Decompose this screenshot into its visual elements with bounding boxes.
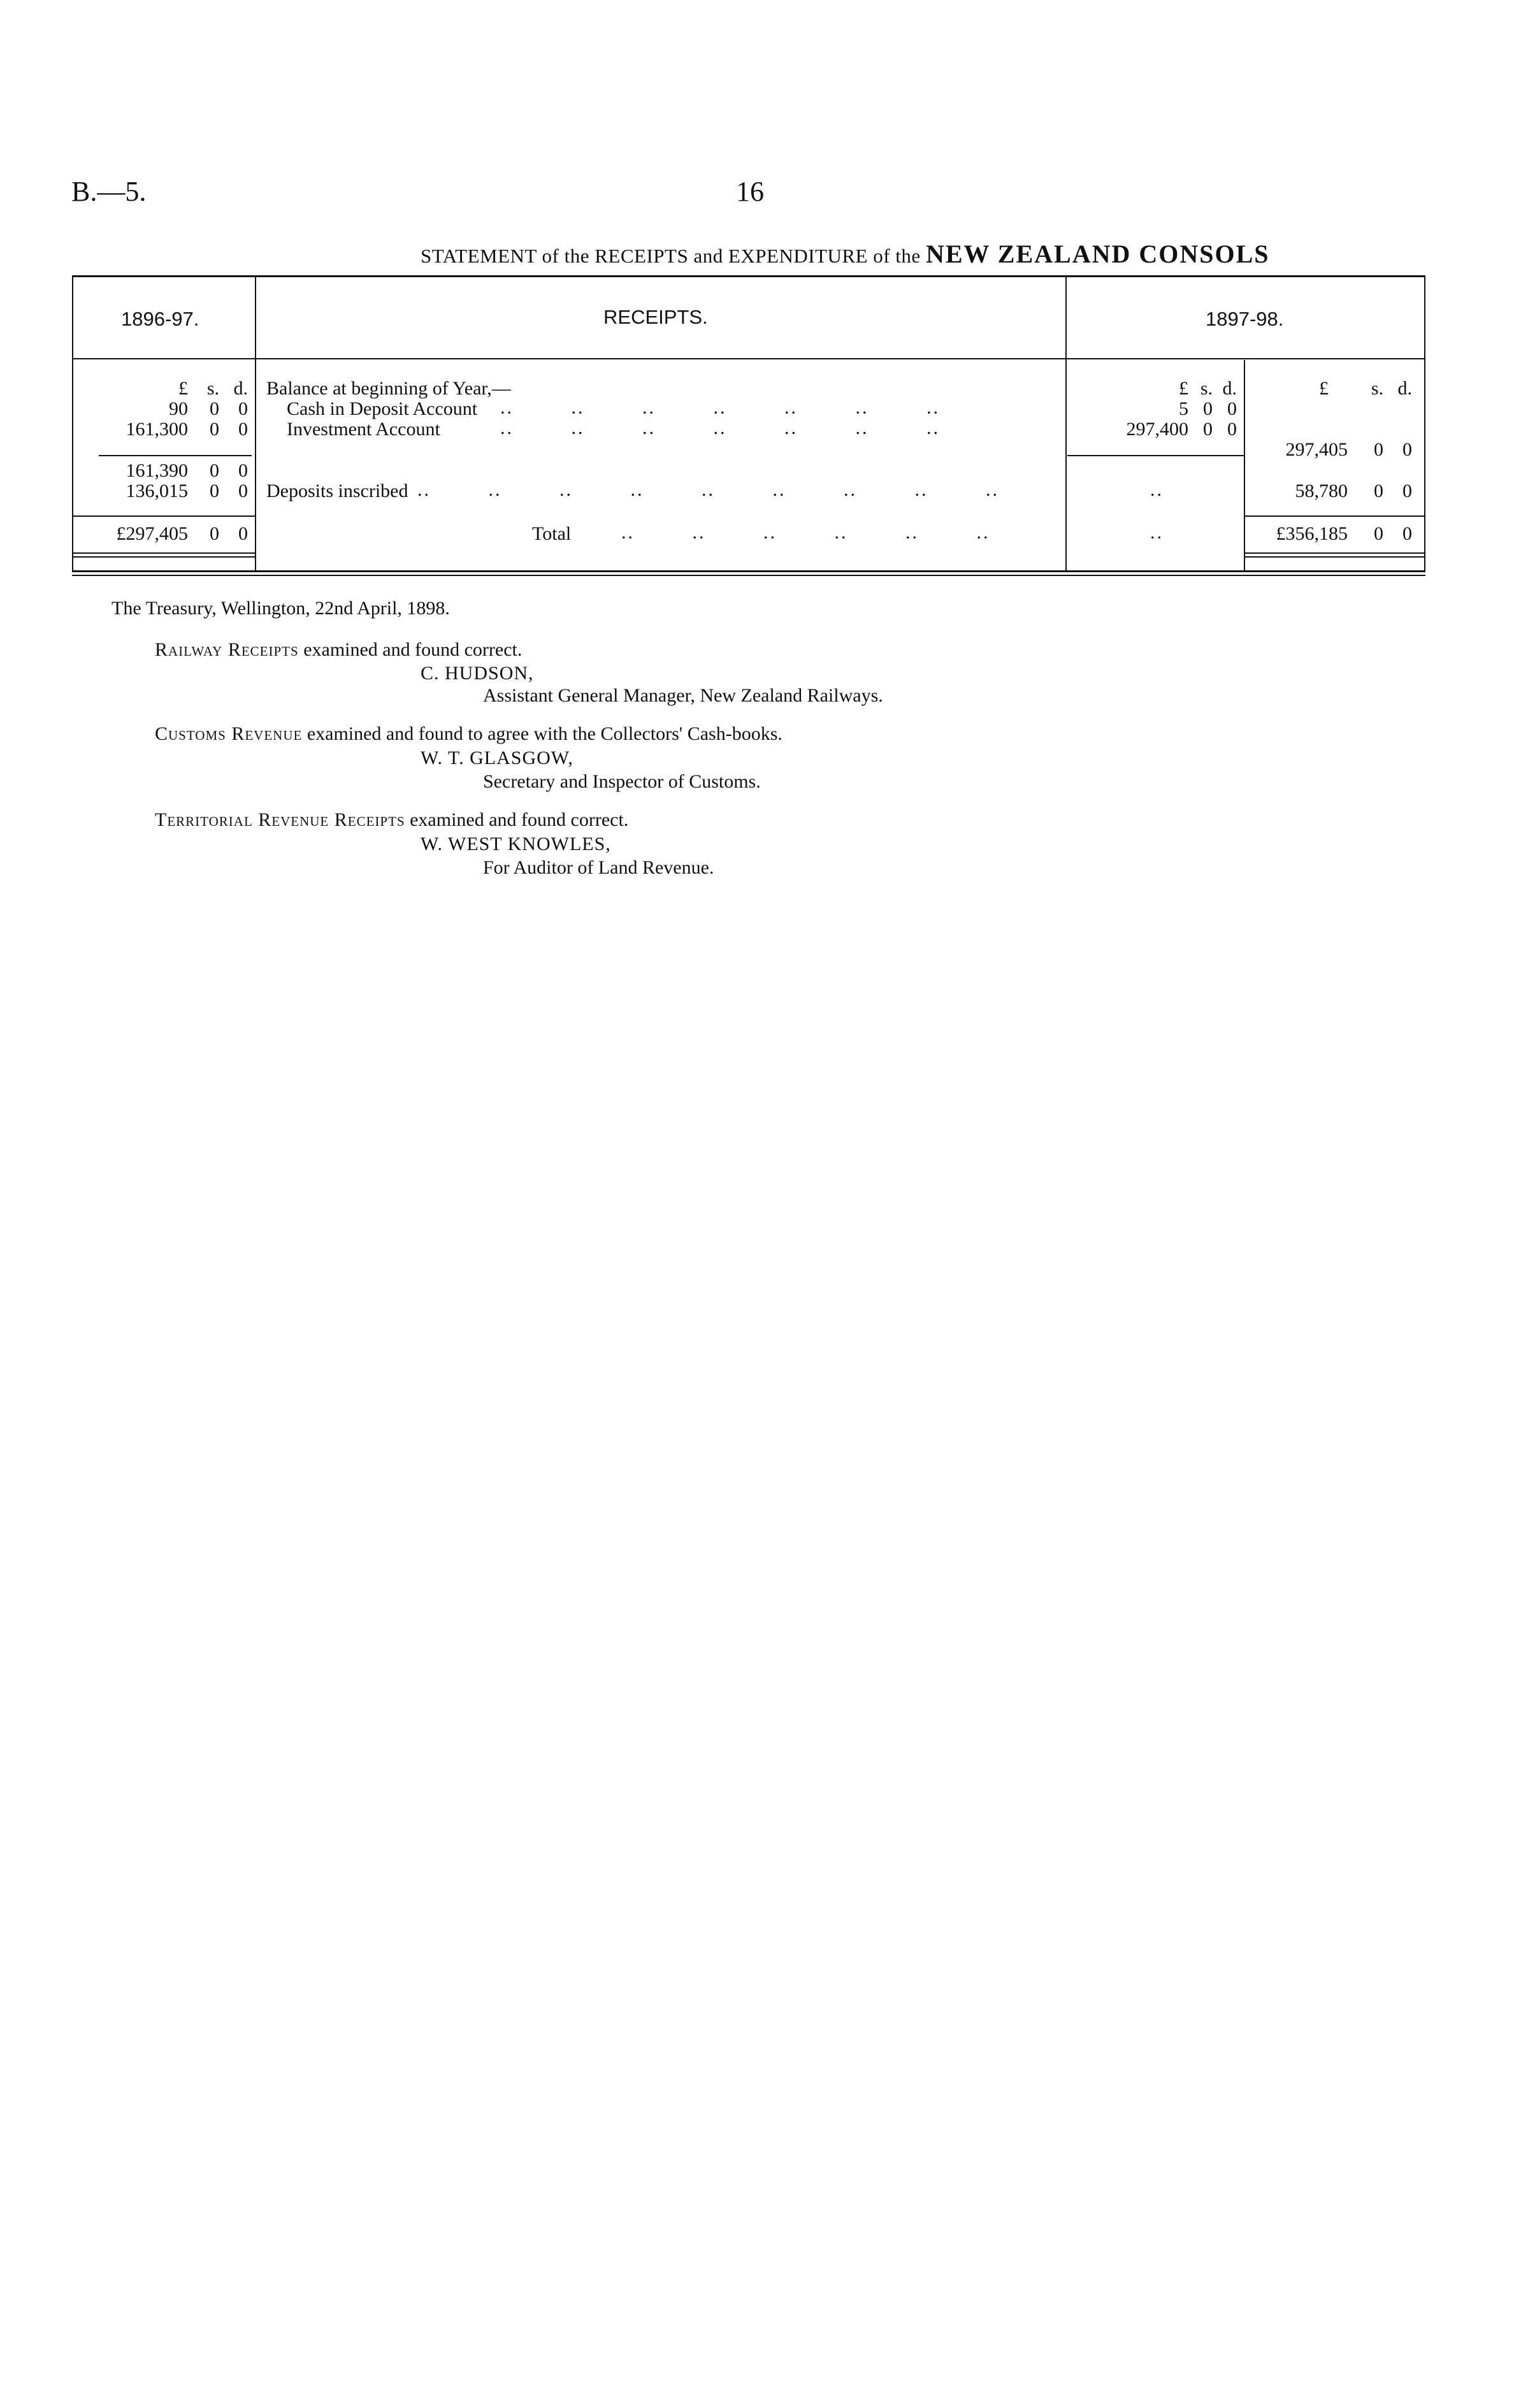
page-number: 16	[736, 176, 764, 207]
investment-dots: .. .. .. .. .. .. ..	[500, 417, 940, 438]
header-receipts: RECEIPTS.	[603, 306, 708, 328]
customs-line	[155, 723, 782, 745]
unit-curr-a-pounds: £	[1179, 378, 1188, 399]
title-main: NEW ZEALAND CONSOLS	[925, 240, 1270, 268]
table-bottom-rule	[72, 575, 1425, 576]
total-curr-pence: 0	[1402, 523, 1412, 544]
deposit-prev-pence: 0	[238, 398, 248, 419]
customs-heading: Customs Revenue	[155, 723, 303, 744]
title-prefix: STATEMENT of the RECEIPTS and EXPENDITURE of the	[421, 245, 921, 267]
unit-prev-shillings: s.	[206, 378, 219, 399]
balance-total-pounds: 297,405	[1285, 439, 1348, 460]
investment-prev-pence: 0	[238, 419, 248, 440]
balance-total-shillings: 0	[1374, 439, 1383, 460]
rule-curr-subtotal	[1067, 455, 1244, 456]
total-prev-pence: 0	[238, 523, 248, 544]
inscribed-prev-pounds: 136,015	[126, 480, 188, 501]
unit-curr-a-shillings: s.	[1200, 378, 1213, 399]
investment-label: Investment Account	[287, 419, 440, 440]
territorial-signature: W. WEST KNOWLES,	[421, 833, 611, 854]
total-prev-pounds: £297,405	[116, 523, 188, 544]
rule-col1	[255, 277, 256, 570]
railway-heading: Railway Receipts	[155, 639, 299, 660]
unit-curr-b-shillings: s.	[1371, 378, 1383, 399]
prev-subtotal-pence: 0	[238, 460, 248, 481]
receipts-table	[72, 275, 1425, 572]
header-prev-year: 1896-97.	[121, 308, 199, 330]
rule-prev-total	[73, 515, 255, 517]
territorial-heading: Territorial Revenue Receipts	[155, 809, 405, 830]
page-reference: B.—5.	[71, 176, 147, 207]
deposit-dots: .. .. .. .. .. .. ..	[500, 397, 940, 418]
investment-curr-shillings: 0	[1203, 419, 1213, 440]
total-curr-shillings: 0	[1374, 523, 1383, 544]
prev-subtotal-shillings: 0	[210, 460, 219, 481]
customs-signature: W. T. GLASGOW,	[421, 747, 573, 768]
railway-title: Assistant General Manager, New Zealand Railways.	[483, 685, 883, 706]
balance-total-pence: 0	[1402, 439, 1412, 460]
inscribed-curr-dots: ..	[1150, 479, 1164, 500]
balance-label: Balance at beginning of Year,—	[266, 378, 511, 399]
territorial-title: For Auditor of Land Revenue.	[483, 857, 714, 878]
deposit-curr-pounds: 5	[1179, 398, 1188, 419]
total-label: Total	[532, 523, 572, 544]
territorial-line	[155, 809, 628, 831]
rule-curr-double-1	[1244, 552, 1425, 554]
rule-prev-double-2	[73, 556, 255, 558]
customs-text: examined and found to agree with the Collectors' Cash-books.	[306, 723, 782, 744]
place-date: The Treasury, Wellington, 22nd April, 1898.	[112, 598, 450, 619]
railway-text: examined and found correct.	[303, 639, 523, 660]
inscribed-dots: .. .. .. .. .. .. .. .. ..	[417, 479, 999, 500]
deposit-label: Cash in Deposit Account	[287, 398, 478, 419]
rule-prev-double-1	[73, 552, 255, 554]
rule-prev-subtotal	[99, 455, 252, 456]
rule-col2	[1065, 277, 1067, 570]
inscribed-prev-pence: 0	[238, 480, 248, 501]
total-curr-dots: ..	[1150, 522, 1164, 543]
unit-curr-b-pounds: £	[1319, 378, 1329, 399]
total-prev-shillings: 0	[210, 523, 219, 544]
territorial-text: examined and found correct.	[410, 809, 629, 830]
total-curr-pounds: £356,185	[1276, 523, 1348, 544]
deposit-prev-shillings: 0	[210, 398, 219, 419]
header-curr-year: 1897-98.	[1206, 308, 1284, 330]
unit-curr-a-pence: d.	[1222, 378, 1237, 399]
deposit-prev-pounds: 90	[169, 398, 188, 419]
rule-curr-total	[1244, 515, 1425, 517]
inscribed-label: Deposits inscribed	[266, 480, 408, 501]
investment-curr-pounds: 297,400	[1126, 419, 1188, 440]
inscribed-curr-pence: 0	[1402, 480, 1412, 501]
statement-title	[421, 239, 1270, 269]
total-dots: .. .. .. .. .. ..	[621, 522, 990, 543]
investment-prev-pounds: 161,300	[126, 419, 188, 440]
rule-curr-double-2	[1244, 556, 1425, 558]
unit-curr-b-pence: d.	[1397, 378, 1412, 399]
railway-line	[155, 639, 522, 661]
inscribed-prev-shillings: 0	[210, 480, 219, 501]
rule-header	[73, 358, 1424, 359]
prev-subtotal-pounds: 161,390	[126, 460, 188, 481]
unit-prev-pounds: £	[178, 378, 188, 399]
investment-curr-pence: 0	[1227, 419, 1237, 440]
rule-col3	[1244, 360, 1245, 570]
deposit-curr-pence: 0	[1227, 398, 1237, 419]
inscribed-curr-shillings: 0	[1374, 480, 1383, 501]
inscribed-curr-pounds: 58,780	[1295, 480, 1348, 501]
deposit-curr-shillings: 0	[1203, 398, 1213, 419]
unit-prev-pence: d.	[233, 378, 248, 399]
customs-title: Secretary and Inspector of Customs.	[483, 771, 761, 792]
railway-signature: C. HUDSON,	[421, 663, 534, 684]
investment-prev-shillings: 0	[210, 419, 219, 440]
